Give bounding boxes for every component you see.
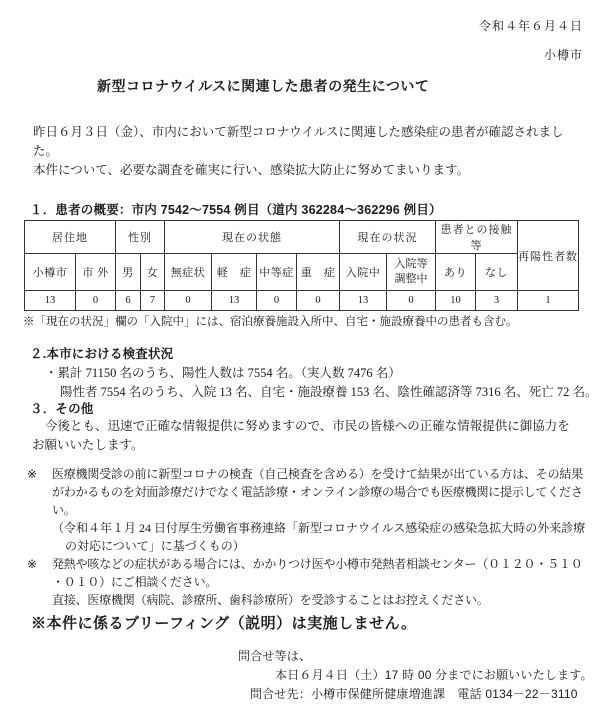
intro-line-2: 本件について、必要な調査を確実に行い、感染拡大防止に努めてまいります。 <box>33 163 470 177</box>
group-contact: 患者との接触等 <box>436 221 518 254</box>
group-residence: 居住地 <box>25 221 116 254</box>
value-female: 7 <box>141 291 165 311</box>
col-otaru-city: 小樽市 <box>25 254 76 291</box>
table-group-header-row <box>25 221 579 254</box>
value-moderate: 0 <box>257 291 297 311</box>
reference-mark: ※ <box>27 557 38 571</box>
col-female: 女 <box>141 254 165 291</box>
group-sex: 性別 <box>116 221 165 254</box>
contact-line-1: 問合せ等は、 <box>238 649 312 663</box>
contact-deadline: 本日６月４日（土）17 時 00 分までにお願いいたします。 <box>275 668 593 682</box>
value-male: 6 <box>116 291 141 311</box>
value-contact-yes: 10 <box>436 291 476 311</box>
col-awaiting-hospitalization-label: 入院等調整中 <box>394 258 428 285</box>
issuer-name: 小樽市 <box>543 48 583 62</box>
notice-2 <box>27 555 600 573</box>
col-asymptomatic: 無症状 <box>165 254 212 291</box>
group-current-condition: 現在の状態 <box>165 221 340 254</box>
notice-1-reference-line-1: （令和４年１月 24 日付厚生労働省事務連絡「新型コロナウイルス感染症の感染急拡大時の外来診療 <box>52 521 586 535</box>
intro-line-1: 昨日６月３日（金）、市内において新型コロナウイルスに関連した感染症の患者が確認されました。 <box>33 125 564 158</box>
col-outside-city: 市 外 <box>76 254 116 291</box>
value-contact-no: 3 <box>476 291 518 311</box>
col-mild: 軽 症 <box>212 254 257 291</box>
reference-mark: ※ <box>27 467 38 481</box>
document-date: 令和４年６月４日 <box>478 19 583 33</box>
group-current-status: 現在の状況 <box>340 221 436 254</box>
value-severe: 0 <box>297 291 340 311</box>
col-male: 男 <box>116 254 141 291</box>
section2-line-1: ・累計 71150 名のうち、陽性人数は 7554 名。（実人数 7476 名） <box>45 366 401 380</box>
col-repositive-count: 再陽性者数 <box>518 221 579 291</box>
notice-1-line-1: 医療機関受診の前に新型コロナの検査（自己検査を含める）を受けて結果が出ている方は、その結果 <box>52 467 584 481</box>
notice-2-line-3: 直接、医療機関（病院、診療所、歯科診療所）を受診することはお控えください。 <box>52 593 489 607</box>
section2-heading: ２.本市における検査状況 <box>30 347 174 361</box>
col-moderate: 中等症 <box>257 254 297 291</box>
intro-paragraph <box>33 123 585 180</box>
section1-heading: １．患者の概要：市内 7542～7554 例目（道内 362284～362296 例目） <box>30 203 442 217</box>
value-mild: 13 <box>212 291 257 311</box>
col-awaiting-hospitalization <box>387 254 436 291</box>
notice-1 <box>27 465 600 483</box>
col-hospitalized: 入院中 <box>340 254 387 291</box>
value-outside-city: 0 <box>76 291 116 311</box>
value-otaru-city: 13 <box>25 291 76 311</box>
table-footnote: ※「現在の状況」欄の「入院中」には、宿泊療養施設入所中、自宅・施設療養中の患者も含む。 <box>23 316 518 328</box>
section3-heading: ３．その他 <box>30 402 94 416</box>
contact-phone: 問合せ先：小樽市保健所健康増進課 電話 0134－22－3110 <box>250 687 578 701</box>
value-repositive: 1 <box>518 291 579 311</box>
notice-1-line-2: がわかるものを対面診療だけでなく電話診療・オンライン診療の場合でも医療機関に提示してくださ <box>52 485 583 499</box>
patients-summary-table <box>24 220 579 311</box>
section3-line-2: お願いいたします。 <box>32 438 144 452</box>
col-contact-no: なし <box>476 254 518 291</box>
col-severe: 重 症 <box>297 254 340 291</box>
page-title: 新型コロナウイルスに関連した患者の発生について <box>97 78 430 94</box>
notice-1-line-3: い。 <box>52 503 76 517</box>
briefing-notice: ※本件に係るブリーフィング（説明）は実施しません。 <box>31 616 417 632</box>
value-hospitalized: 13 <box>340 291 387 311</box>
value-awaiting-hospitalization: 0 <box>387 291 436 311</box>
press-release-page <box>0 17 600 702</box>
section2-line-2: 陽性者 7554 名のうち、入院 13 名、自宅・施設療養 153 名、陰性確認済等 7316 名、死亡 72 名。 <box>60 385 598 399</box>
section3-line-1: 今後とも、迅速で正確な情報提供に努めますので、市民の皆様への正確な情報提供に御協力を <box>45 419 570 433</box>
value-asymptomatic: 0 <box>165 291 212 311</box>
contact-block <box>0 647 600 704</box>
table-values-row <box>25 291 579 311</box>
table-sub-header-row <box>25 254 579 291</box>
notice-2-line-2: ・０１０）にご相談ください。 <box>52 575 218 589</box>
notice-2-line-1: 発熱や咳などの症状がある場合には、かかりつけ医や小樽市発熱者相談センター（０１２０・５１０ <box>52 557 583 571</box>
col-contact-yes: あり <box>436 254 476 291</box>
notice-1-reference-line-2: の対応について」に基づくもの） <box>65 539 245 553</box>
